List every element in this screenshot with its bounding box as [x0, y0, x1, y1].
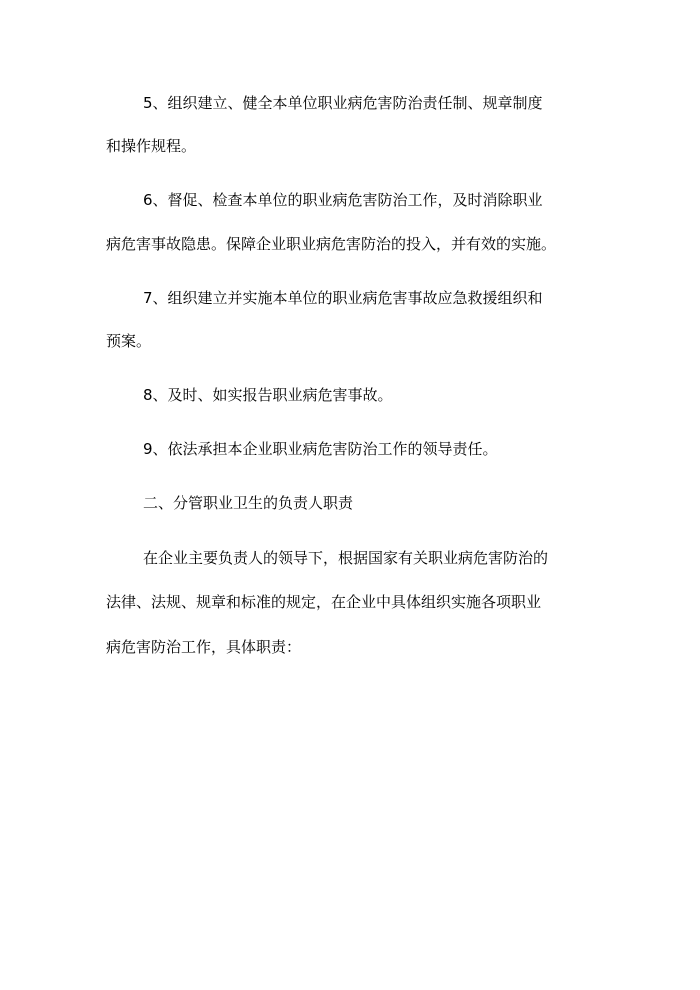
paragraph-6-line-1: 6、督促、检查本单位的职业病危害防治工作，及时消除职业	[143, 191, 543, 209]
paragraph-5-line-2: 和操作规程。	[106, 137, 197, 155]
intro-paragraph-line-1: 在企业主要负责人的领导下，根据国家有关职业病危害防治的	[143, 549, 549, 567]
intro-paragraph-line-3: 病危害防治工作，具体职责：	[106, 638, 302, 656]
paragraph-8: 8、及时、如实报告职业病危害事故。	[143, 386, 393, 404]
paragraph-7-line-1: 7、组织建立并实施本单位的职业病危害事故应急救援组织和	[143, 289, 543, 307]
section-heading: 二、分管职业卫生的负责人职责	[143, 494, 354, 512]
paragraph-7-line-2: 预案。	[106, 332, 152, 350]
paragraph-6-line-2: 病危害事故隐患。保障企业职业病危害防治的投入，并有效的实施。	[106, 235, 557, 253]
paragraph-9: 9、依法承担本企业职业病危害防治工作的领导责任。	[143, 440, 498, 458]
paragraph-5-line-1: 5、组织建立、健全本单位职业病危害防治责任制、规章制度	[143, 94, 543, 112]
intro-paragraph-line-2: 法律、法规、规章和标准的规定，在企业中具体组织实施各项职业	[106, 593, 542, 611]
